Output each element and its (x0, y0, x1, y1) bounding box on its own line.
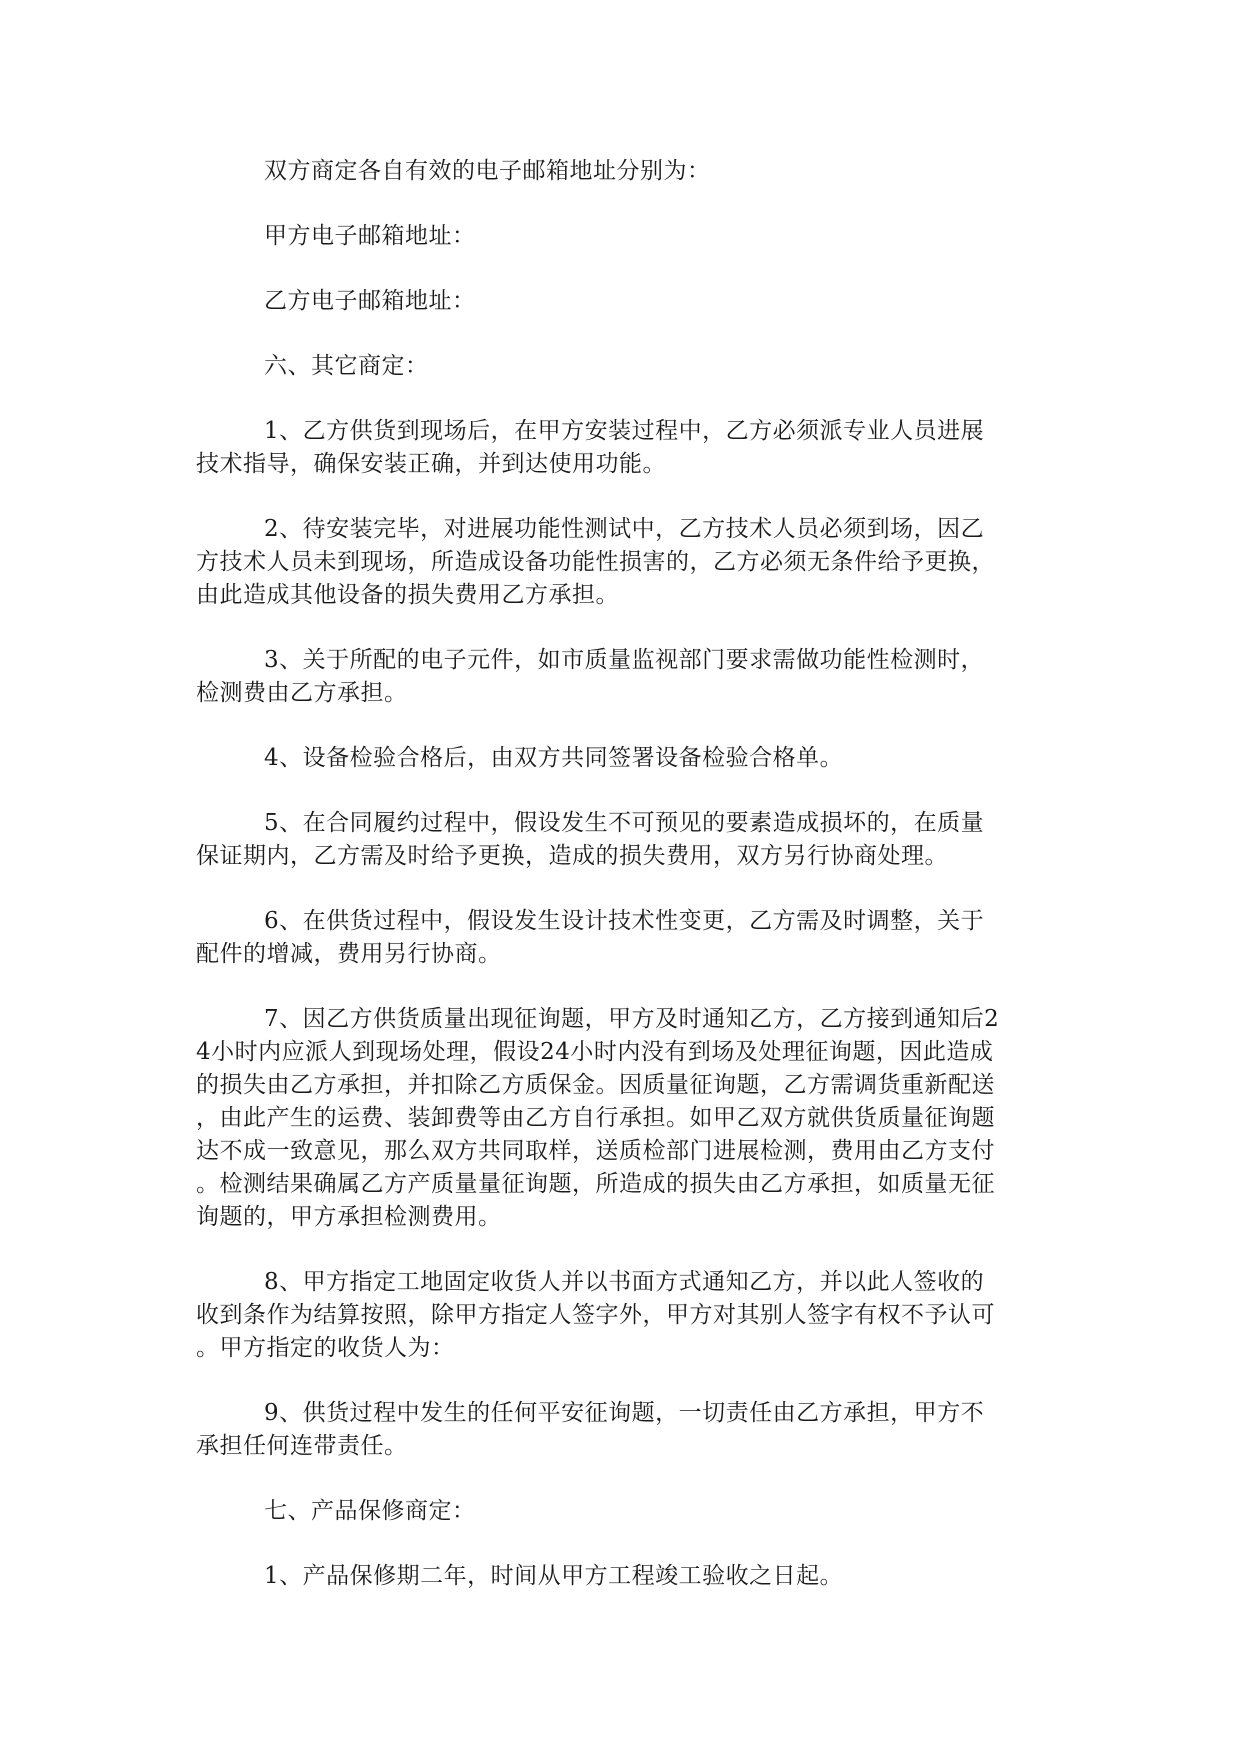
paragraph (196, 415, 1051, 481)
paragraph-line: 4、设备检验合格后，由双方共同签署设备检验合格单。 (264, 745, 844, 771)
paragraph-line: 收到条作为结算按照，除甲方指定人签字外，甲方对其别人签字有权不予认可 (196, 1302, 995, 1328)
paragraph-line: 乙方电子邮箱地址： (264, 288, 476, 314)
paragraph-line: 2、待安装完毕，对进展功能性测试中，乙方技术人员必须到场，因乙 (264, 516, 985, 542)
paragraph-line: 5、在合同履约过程中，假设发生不可预见的要素造成损坏的，在质量 (264, 810, 985, 836)
paragraph (196, 1266, 1051, 1365)
paragraph-line: 3、关于所配的电子元件，如市质量监视部门要求需做功能性检测时， (264, 647, 985, 673)
paragraph-line: 。甲方指定的收货人为： (196, 1335, 455, 1361)
paragraph-line: 六、其它商定： (264, 353, 429, 379)
paragraph-line: 双方商定各自有效的电子邮箱地址分别为： (264, 158, 711, 184)
paragraph-line: 保证期内，乙方需及时给予更换，造成的损失费用，双方另行协商处理。 (196, 843, 948, 869)
paragraph (196, 644, 1051, 710)
paragraph (196, 807, 1051, 873)
paragraph-line: 7、因乙方供货质量出现征询题，甲方及时通知乙方，乙方接到通知后2 (264, 1006, 1000, 1032)
paragraph (196, 905, 1051, 971)
paragraph-line: 8、甲方指定工地固定收货人并以书面方式通知乙方，并以此人签收的 (264, 1269, 985, 1295)
paragraph-line: 配件的增减，费用另行协商。 (196, 941, 502, 967)
paragraph (196, 350, 1051, 383)
paragraph-line: 6、在供货过程中，假设发生设计技术性变更，乙方需及时调整，关于 (264, 908, 985, 934)
paragraph-line: 甲方电子邮箱地址： (264, 223, 476, 249)
paragraph-line: 。检测结果确属乙方产质量量征询题，所造成的损失由乙方承担，如质量无征 (196, 1171, 995, 1197)
paragraph (196, 513, 1051, 612)
paragraph-line: 七、产品保修商定： (264, 1498, 476, 1524)
paragraph-line: 承担任何连带责任。 (196, 1433, 408, 1459)
paragraph-line: 检测费由乙方承担。 (196, 680, 408, 706)
paragraph (196, 1495, 1051, 1528)
paragraph (196, 285, 1051, 318)
paragraph-line: 的损失由乙方承担，并扣除乙方质保金。因质量征询题，乙方需调货重新配送 (196, 1072, 995, 1098)
paragraph (196, 742, 1051, 775)
paragraph-line: 由此造成其他设备的损失费用乙方承担。 (196, 582, 619, 608)
paragraph-line: 1、产品保修期二年，时间从甲方工程竣工验收之日起。 (264, 1563, 844, 1589)
paragraph (196, 155, 1051, 188)
paragraph-line: ，由此产生的运费、装卸费等由乙方自行承担。如甲乙双方就供货质量征询题 (196, 1105, 995, 1131)
paragraph-line: 询题的，甲方承担检测费用。 (196, 1204, 502, 1230)
paragraph-line: 1、乙方供货到现场后，在甲方安装过程中，乙方必须派专业人员进展 (264, 418, 985, 444)
paragraph-line: 9、供货过程中发生的任何平安征询题，一切责任由乙方承担，甲方不 (264, 1400, 985, 1426)
paragraph-line: 达不成一致意见，那么双方共同取样，送质检部门进展检测，费用由乙方支付 (196, 1138, 995, 1164)
document-body (196, 155, 1051, 1625)
paragraph-line: 技术指导，确保安装正确，并到达使用功能。 (196, 451, 666, 477)
paragraph (196, 1397, 1051, 1463)
paragraph-line: 4小时内应派人到现场处理，假设24小时内没有到场及处理征询题，因此造成 (196, 1039, 994, 1065)
paragraph-line: 方技术人员未到现场，所造成设备功能性损害的，乙方必须无条件给予更换， (196, 549, 995, 575)
paragraph (196, 1560, 1051, 1593)
paragraph (196, 1003, 1051, 1234)
paragraph (196, 220, 1051, 253)
